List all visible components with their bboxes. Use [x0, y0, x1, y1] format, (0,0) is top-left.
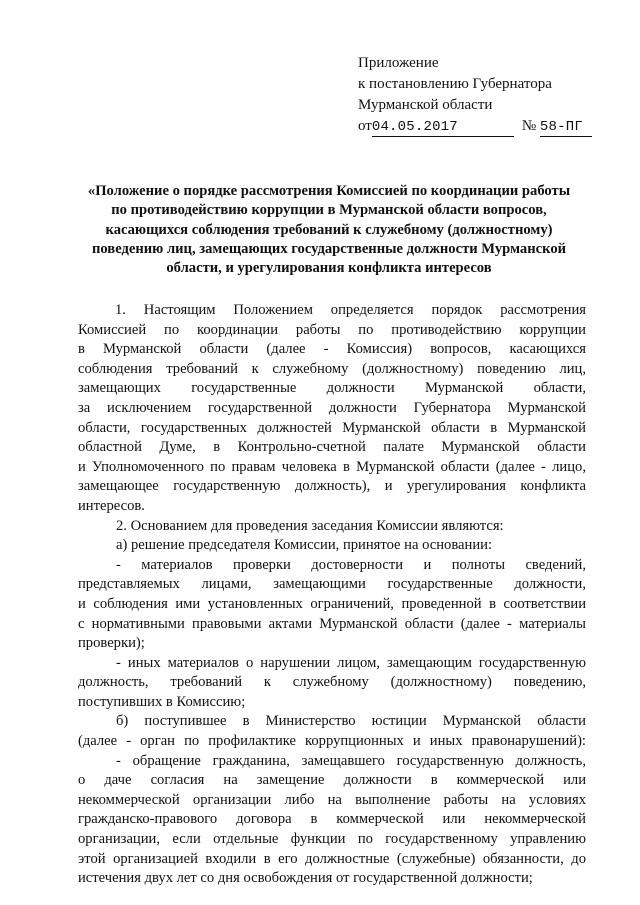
body-line: - иных материалов о нарушении лицом, замещающим государственную: [116, 654, 586, 671]
body-line: должность, требований к служебному (должностному) поведению,: [78, 674, 586, 691]
appendix-label: Приложение: [358, 55, 439, 71]
date-prefix: от: [358, 118, 372, 134]
body-line: замещающих государственные должности Мурманской области,: [78, 380, 586, 397]
body-line: и Уполномоченного по правам человека в Мурманской области (далее - лицо,: [78, 458, 586, 475]
body-line: о даче согласия на замещение должности в коммерческой или: [78, 772, 586, 789]
decree-date: 04.05.2017: [372, 119, 514, 137]
body-line: замещающее государственную должность), и урегулирования конфликта: [78, 478, 586, 495]
body-line: этой организацией входили в его должностные (служебные) обязанности, до: [78, 850, 586, 867]
title-line: «Положение о порядке рассмотрения Комиссией по координации работы: [87, 183, 571, 199]
body-line: области, государственных должностей Мурманской области в Мурманской: [78, 419, 586, 436]
body-line: поступивших в Комиссию;: [78, 693, 246, 710]
appendix-decree-line: к постановлению Губернатора: [358, 76, 552, 92]
body-line: а) решение председателя Комиссии, принятое на основании:: [116, 537, 493, 554]
body-line: 2. Основанием для проведения заседания Комиссии являются:: [116, 517, 504, 534]
appendix-date-number-line: [358, 116, 592, 137]
body-line: областной Думе, в Контрольно-счетной палате Мурманской области: [78, 439, 586, 456]
body-line: проверки);: [78, 635, 145, 652]
body-line: гражданско-правового договора в коммерческой или некоммерческой: [78, 811, 586, 828]
document-body: [78, 301, 586, 889]
title-line: касающихся соблюдения требований к служебному (должностному): [105, 221, 553, 238]
body-line: в Мурманской области (далее - Комиссия) вопросов, касающихся: [78, 341, 586, 358]
body-line: б) поступившее в Министерство юстиции Мурманской области: [116, 713, 586, 730]
body-line: - обращение гражданина, замещавшего государственную должность,: [116, 752, 586, 769]
body-line: и соблюдения ими установленных ограничений, проведенной в соответствии: [78, 595, 586, 612]
body-line: организации, если отдельные функции по государственному управлению: [78, 831, 586, 848]
appendix-region-line: Мурманской области: [358, 97, 493, 113]
body-line: представляемых лицами, замещающими государственные должности,: [78, 576, 586, 593]
appendix-block: [358, 53, 592, 137]
document-title: [74, 182, 584, 278]
body-line: 1. Настоящим Положением определяется порядок рассмотрения: [115, 302, 586, 318]
title-line: поведению лиц, замещающих государственные должности Мурманской: [91, 240, 567, 257]
body-line: - материалов проверки достоверности и полноты сведений,: [116, 556, 586, 573]
body-line: с нормативными правовыми актами Мурманской области (далее - материалы: [78, 615, 586, 632]
title-line: по противодействию коррупции в Мурманской области вопросов,: [111, 202, 547, 219]
title-line: области, и урегулирования конфликта интересов: [166, 260, 492, 277]
body-line: (далее - орган по профилактике коррупционных и иных правонарушений):: [78, 733, 586, 750]
body-line: Комиссией по координации работы по противодействию коррупции: [78, 321, 586, 338]
body-line: некоммерческой организации либо на выполнение работы на условиях: [78, 791, 586, 808]
body-line: за исключением государственной должности Губернатора Мурманской: [78, 399, 586, 416]
body-line: интересов.: [78, 497, 145, 514]
body-line: истечения двух лет со дня освобождения от государственной должности;: [78, 870, 533, 887]
decree-number: 58-ПГ: [540, 119, 592, 137]
number-prefix: №: [521, 118, 537, 134]
body-line: соблюдения требований к служебному (должностному) поведению лиц,: [78, 360, 586, 377]
